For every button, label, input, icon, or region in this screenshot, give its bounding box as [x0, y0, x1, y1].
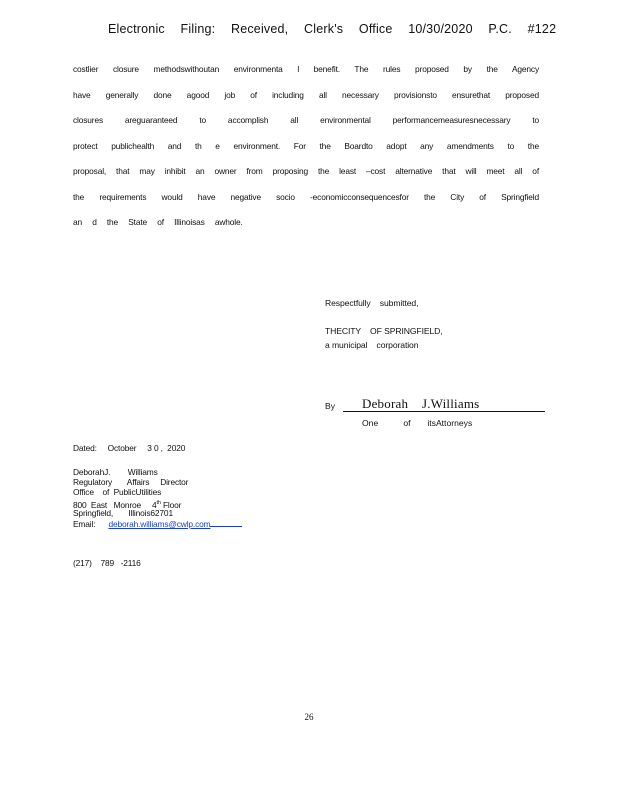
contact-street [73, 498, 242, 508]
page-number: 26 [304, 712, 314, 722]
body-line: the requirements would have negative socio -economicconsequencesfor the City of Springfield [73, 192, 539, 202]
body-line: costlier closure methodswithoutan environmenta l benefit. The rules proposed by the Agency [73, 64, 539, 74]
body-line: have generally done agood job of including all necessary provisionsto ensurethat proposed [73, 90, 539, 100]
respectfully-submitted: Respectfully submitted, [325, 298, 419, 308]
body-line: closures areguaranteed to accomplish all environmental performancemeasuresnecessary to [73, 115, 539, 125]
email-underline [210, 518, 242, 527]
street-ordinal: th [156, 499, 161, 506]
electronic-filing-header: Electronic Filing: Received, Clerk's Office 10/30/2020 P.C. #122 [108, 22, 557, 36]
contact-city: Springfield, Illinois62701 [73, 507, 173, 518]
contact-office: Office of PublicUtilities [73, 487, 162, 498]
contact-title: Regulatory Affairs Director [73, 477, 189, 488]
signer-title: One of itsAttorneys [362, 418, 473, 428]
contact-block [73, 467, 242, 528]
body-line: protect publichealth and th e environment. For the Boardto adopt any amendments to the [73, 141, 539, 151]
entity-description: a municipal corporation [325, 340, 419, 350]
contact-name: DeborahJ. Williams [73, 467, 158, 477]
entity-name: THECITY OF SPRINGFIELD, [325, 326, 443, 336]
by-label: By [325, 401, 336, 411]
dated-line: Dated: October 3 0 , 2020 [73, 443, 186, 453]
body-line: proposal, that may inhibit an owner from proposing the least –cost alternative that will meet all of [73, 166, 539, 176]
signature-name: Deborah J.Williams [362, 396, 480, 411]
email-label: Email: [73, 518, 96, 529]
contact-phone: (217) 789 -2116 [73, 558, 141, 568]
contact-email-row [73, 518, 242, 528]
body-line: an d the State of Illinoisas awhole. [73, 217, 243, 227]
email-link[interactable]: deborah.williams@cwlp.com [108, 518, 211, 529]
street-prefix: 800 East Monroe 4 [73, 499, 157, 510]
signature-row [325, 396, 545, 414]
street-suffix: Floor [160, 499, 182, 510]
